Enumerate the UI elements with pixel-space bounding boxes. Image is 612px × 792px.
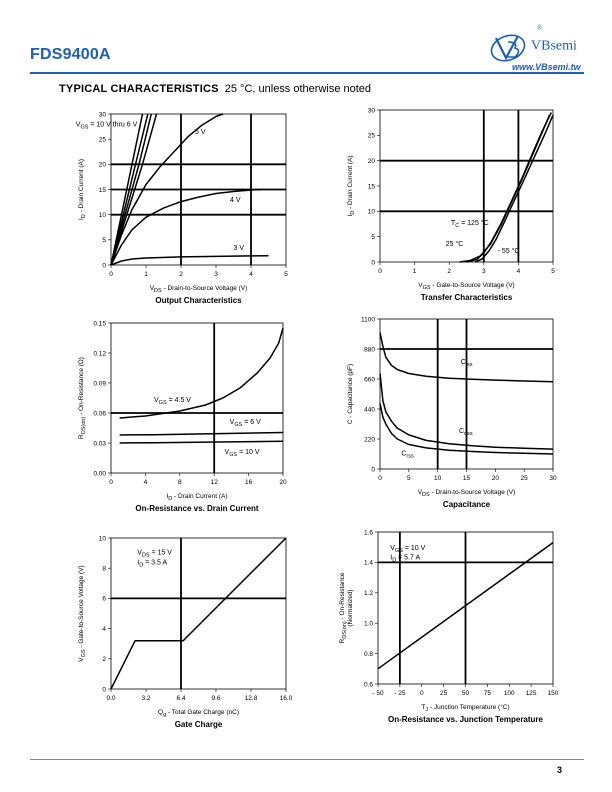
ron_id-annotation-sym: V (229, 419, 235, 426)
gate_charge-annotation-sym: I (137, 559, 140, 567)
output-x-axis-label (150, 285, 248, 294)
ron_tj-x-axis-label (421, 703, 509, 713)
transfer-x-tick-label: 0 (378, 268, 382, 275)
ron_id-y-axis-label-rest: - On-Resistance (Ω) (78, 357, 85, 417)
output-y-tick-label: 0 (102, 262, 106, 270)
capacitance-chart-group (347, 316, 557, 509)
capacitance-y-tick-label: 440 (364, 406, 375, 414)
output-annotation-sub: GS (80, 124, 89, 131)
ron_id-annotation-sub: GS (158, 400, 167, 406)
ron_tj-y-tick-label: 1.6 (363, 529, 373, 537)
transfer-y-tick-label: 5 (371, 233, 375, 241)
gate_charge-annotation-sub: D (139, 562, 144, 569)
ron_tj-x-tick-label: - 25 (394, 690, 406, 697)
transfer-x-axis-label-sym: V (418, 282, 423, 289)
ron_tj-y-tick-label: 1.4 (363, 559, 373, 567)
ron_id-annotation-sym: V (224, 449, 230, 456)
capacitance-y-tick-label: 0 (371, 466, 375, 474)
ron_id-y-tick-label: 0.00 (93, 470, 106, 478)
website-link[interactable]: www.VBsemi.tw (512, 62, 581, 72)
capacitance-x-tick-label: 10 (434, 475, 442, 482)
gate_charge-x-axis-label-rest: - Total Gate Charge (nC) (166, 709, 239, 716)
ron_tj-y-axis-label-2: (Normalized) (347, 589, 354, 627)
ron_tj-x-tick-label: 150 (547, 690, 559, 697)
ron_id-x-axis-label-sym: I (166, 493, 169, 500)
gate_charge-chart-group (78, 535, 293, 729)
gate_charge-y-tick-label: 10 (98, 535, 106, 543)
gate_charge-x-axis-label (158, 709, 239, 718)
ron_id-series-line (120, 328, 283, 418)
ron_id-series-line (120, 433, 283, 436)
capacitance-y-axis-label-rest: - Capacitance (pF) (347, 363, 354, 420)
gate_charge-x-tick-label: 9.6 (211, 695, 221, 702)
output-y-axis-label (78, 159, 87, 220)
transfer-y-tick-label: 15 (367, 183, 375, 191)
transfer-y-axis-group (347, 155, 356, 216)
gate_charge-x-tick-label: 3.2 (141, 695, 151, 702)
output-y-tick-label: 10 (98, 211, 106, 219)
output-x-tick-label: 3 (214, 271, 218, 278)
output-chart-group (76, 111, 288, 305)
gate_charge-y-axis-label-sub: GS (81, 649, 87, 658)
ron_id-x-tick-label: 16 (244, 479, 253, 486)
capacitance-x-tick-label: 0 (378, 475, 382, 482)
output-y-tick-label: 25 (98, 136, 106, 144)
ron_tj-annotation-sym: V (390, 545, 395, 553)
output-y-tick-label: 30 (98, 111, 106, 119)
ron_id-x-axis-label (166, 493, 227, 502)
transfer-series-line (460, 115, 550, 262)
ron_id-x-tick-label: 20 (279, 479, 287, 486)
capacitance-annotation-sub: oss (464, 430, 473, 437)
ron_id-y-tick-label: 0.06 (93, 410, 106, 418)
ron_tj-x-tick-label: 125 (525, 690, 537, 697)
capacitance-x-tick-label: 30 (549, 475, 557, 482)
gate_charge-annotation-rest: = 15 V (149, 549, 172, 557)
ron_tj-chart-title: On-Resistance vs. Junction Temperature (387, 715, 544, 724)
transfer-annotation-rest: = 125 °C (459, 220, 489, 228)
ron_tj-x-tick-label: 100 (503, 690, 515, 697)
output-annotation: 5 V (195, 129, 206, 137)
ron_id-y-tick-label: 0.09 (93, 380, 106, 388)
ron_tj-x-axis-label-sub: J (425, 707, 429, 713)
output-x-axis-label-rest: - Drain-to-Source Voltage (V) (161, 285, 248, 292)
capacitance-annotation-sym: C (459, 427, 465, 435)
section-title: TYPICAL CHARACTERISTICS (59, 83, 219, 95)
ron_id-annotation-rest: = 4.5 V (166, 397, 191, 404)
ron_id-chart-title: On-Resistance vs. Drain Current (135, 504, 259, 513)
ron_tj-y-axis-group (339, 572, 354, 643)
transfer-chart-group (347, 107, 555, 302)
transfer-x-tick-label: 5 (551, 268, 555, 275)
ron_id-annotation-rest: = 10 V (237, 449, 260, 456)
output-y-axis-label-sub: D (81, 214, 87, 219)
transfer-chart-title: Transfer Characteristics (420, 293, 513, 302)
ron_tj-y-axis-label-rest: - On-Resistance (339, 572, 346, 622)
capacitance-x-axis-label-sym: V (417, 489, 423, 496)
ron_id-annotation (225, 449, 260, 458)
transfer-y-tick-label: 10 (367, 208, 375, 216)
gate_charge-y-tick-label: 2 (102, 656, 106, 664)
transfer-x-axis-label-sub: GS (422, 285, 431, 291)
output-x-tick-label: 5 (284, 271, 288, 278)
gate_charge-y-axis-label (78, 565, 87, 661)
capacitance-y-tick-label: 220 (364, 436, 375, 444)
capacitance-x-tick-label: 20 (491, 475, 499, 482)
output-y-axis-label-sym: I (78, 218, 85, 221)
ron_id-y-tick-label: 0.15 (93, 320, 106, 328)
ron_id-y-tick-label: 0.12 (93, 350, 106, 358)
gate_charge-annotation (137, 550, 172, 559)
gate_charge-y-tick-label: 6 (102, 595, 106, 603)
capacitance-y-tick-label: 660 (364, 376, 375, 384)
gate_charge-x-axis-label-sym: Q (158, 709, 164, 716)
ron_id-y-tick-label: 0.03 (93, 440, 106, 448)
ron_id-annotation-sub: GS (229, 452, 238, 458)
gate_charge-x-tick-label: 0.0 (106, 695, 116, 702)
gate_charge-y-tick-label: 8 (102, 565, 106, 573)
capacitance-y-axis-group (347, 364, 354, 424)
transfer-series-line (467, 113, 552, 263)
ron_tj-annotation-rest: = 10 V (402, 545, 426, 553)
gate_charge-x-tick-label: 12.8 (244, 695, 258, 702)
gate_charge-y-axis-label-sym: V (78, 657, 85, 662)
ron_id-annotation (154, 397, 191, 406)
ron_id-x-tick-label: 8 (177, 479, 182, 486)
ron_tj-annotation-sym: I (390, 554, 393, 562)
output-y-tick-label: 15 (98, 186, 106, 194)
transfer-x-tick-label: 1 (412, 268, 417, 275)
footer-rule (30, 759, 584, 760)
output-y-axis-group (78, 159, 87, 220)
capacitance-x-axis-label-sub: DS (422, 492, 430, 498)
capacitance-x-tick-label: 5 (407, 475, 411, 482)
transfer-annotation: - 55 °C (497, 247, 520, 255)
transfer-annotation: 25 °C (445, 240, 464, 248)
transfer-x-axis-label (418, 282, 514, 291)
capacitance-x-tick-label: 25 (520, 475, 528, 482)
ron_tj-y-tick-label: 0.8 (363, 650, 373, 658)
ron_tj-y-tick-label: 1.0 (363, 620, 373, 628)
ron_tj-annotation-rest: = 5.7 A (396, 554, 421, 562)
capacitance-y-axis-label (347, 364, 354, 424)
gate_charge-annotation-sub: DS (141, 552, 150, 559)
output-x-tick-label: 4 (249, 271, 253, 278)
ron_id-x-axis-label-rest: - Drain Current (A) (172, 493, 228, 500)
output-x-axis-label-sub: DS (154, 288, 162, 294)
capacitance-y-axis-label-sym: C (347, 419, 354, 425)
ron_id-x-tick-label: 0 (109, 479, 113, 486)
gate_charge-y-tick-label: 0 (102, 686, 106, 694)
gate_charge-x-tick-label: 6.4 (176, 695, 186, 702)
capacitance-y-tick-label: 880 (364, 346, 375, 354)
ron_id-x-tick-label: 12 (210, 479, 218, 486)
gate_charge-chart-title: Gate Charge (174, 720, 223, 729)
gate_charge-annotation (137, 559, 167, 568)
gate_charge-x-tick-label: 16.0 (279, 695, 293, 702)
output-annotation: 4 V (230, 197, 241, 205)
transfer-y-tick-label: 30 (367, 107, 375, 115)
gate_charge-x-axis-label-sub: g (163, 712, 167, 718)
ron_id-annotation-rest: = 6 V (242, 419, 261, 426)
brand-label: VBsemi (531, 38, 577, 54)
transfer-annotation-sym: T (450, 220, 456, 228)
ron_tj-y-tick-label: 1.2 (363, 590, 373, 598)
capacitance-annotation (401, 450, 414, 459)
ron_id-y-axis-label-sym: R (78, 434, 85, 439)
page-number: 3 (557, 765, 563, 775)
transfer-x-tick-label: 2 (447, 268, 452, 275)
transfer-y-tick-label: 0 (371, 259, 375, 267)
output-x-axis-label-sym: V (149, 285, 155, 292)
transfer-y-tick-label: 25 (367, 132, 375, 140)
transfer-plot-frame (380, 110, 553, 262)
part-number: FDS9400A (30, 46, 111, 63)
transfer-x-axis-label-rest: - Gate-to-Source Voltage (V) (430, 282, 515, 289)
capacitance-x-axis-label (418, 489, 516, 498)
ron_id-annotation (230, 419, 261, 428)
ron_id-chart-group (78, 320, 287, 513)
output-y-tick-label: 20 (98, 161, 106, 169)
ron_id-y-axis-label-sub: DS(on) (81, 416, 87, 435)
output-x-tick-label: 2 (179, 271, 183, 278)
output-y-tick-label: 5 (102, 237, 106, 245)
output-chart-title: Output Characteristics (155, 296, 242, 305)
section-subtitle: 25 °C, unless otherwise noted (224, 83, 372, 95)
ron_tj-y-axis-label-sub: DS(on) (342, 621, 348, 639)
transfer-y-axis-label-sub: D (350, 210, 356, 215)
transfer-annotation-sub: C (455, 223, 460, 230)
ron_id-y-axis-label (78, 357, 87, 439)
output-annotation-rest: = 10 V thru 6 V (88, 121, 138, 129)
ron_tj-annotation-sub: GS (394, 548, 403, 555)
capacitance-annotation-sub: rss (406, 453, 414, 460)
output-annotation: 3 V (233, 244, 245, 252)
output-annotation-sym: V (75, 121, 81, 129)
transfer-x-tick-label: 4 (516, 268, 521, 275)
output-y-axis-label-rest: - Drain Current (A) (78, 158, 85, 215)
gate_charge-y-tick-label: 4 (102, 625, 106, 633)
gate_charge-annotation-rest: = 3.5 A (143, 559, 168, 567)
ron_tj-y-axis-label-sym: R (339, 638, 346, 644)
gate_charge-annotation-sym: V (137, 549, 142, 557)
transfer-y-axis-label-sym: I (347, 214, 354, 217)
ron_id-x-axis-label-sub: D (168, 496, 173, 502)
ron_tj-annotation-sub: D (392, 557, 397, 564)
ron_tj-x-tick-label: - 50 (372, 690, 384, 697)
capacitance-x-tick-label: 15 (462, 475, 471, 482)
capacitance-chart-title: Capacitance (442, 500, 491, 509)
transfer-y-axis-label-rest: - Drain Current (A) (347, 155, 354, 211)
gate_charge-y-axis-label-rest: - Gate-to-Source Voltage (V) (78, 565, 85, 650)
ron_id-y-axis-group (78, 357, 87, 439)
ron_tj-x-tick-label: 25 (440, 690, 448, 697)
ron_tj-x-tick-label: 75 (483, 690, 491, 697)
transfer-y-tick-label: 20 (367, 157, 375, 165)
ron_tj-x-tick-label: 50 (461, 690, 470, 697)
output-annotation (76, 122, 138, 131)
ron_tj-y-tick-label: 0.6 (363, 681, 373, 689)
transfer-series-line (475, 115, 553, 262)
ron_id-x-tick-label: 4 (143, 479, 148, 486)
ron_id-annotation-sub: GS (234, 422, 243, 428)
gate_charge-y-axis-group (78, 565, 87, 661)
capacitance-annotation-sym: C (460, 359, 466, 366)
ron_tj-x-tick-label: 0 (419, 690, 424, 697)
output-x-tick-label: 0 (109, 271, 113, 278)
ron_tj-annotation (390, 545, 425, 554)
transfer-y-axis-label (347, 155, 356, 216)
transfer-x-tick-label: 3 (481, 268, 486, 275)
ron_tj-x-axis-label-rest: - Junction Temperature (°C) (428, 704, 510, 711)
ron_id-series-line (120, 441, 283, 443)
output-x-tick-label: 1 (144, 271, 148, 278)
ron_tj-chart-group (339, 529, 559, 724)
capacitance-y-tick-label: 1100 (361, 316, 375, 324)
capacitance-annotation-sub: iss (465, 362, 473, 368)
ron_id-annotation-sym: V (154, 397, 159, 404)
registered-mark: ® (536, 24, 543, 32)
ron_tj-x-axis-label-sym: T (421, 704, 426, 711)
capacitance-x-axis-label-rest: - Drain-to-Source Voltage (V) (429, 489, 516, 496)
output-series-line (111, 256, 269, 265)
capacitance-annotation-sym: C (401, 450, 407, 458)
